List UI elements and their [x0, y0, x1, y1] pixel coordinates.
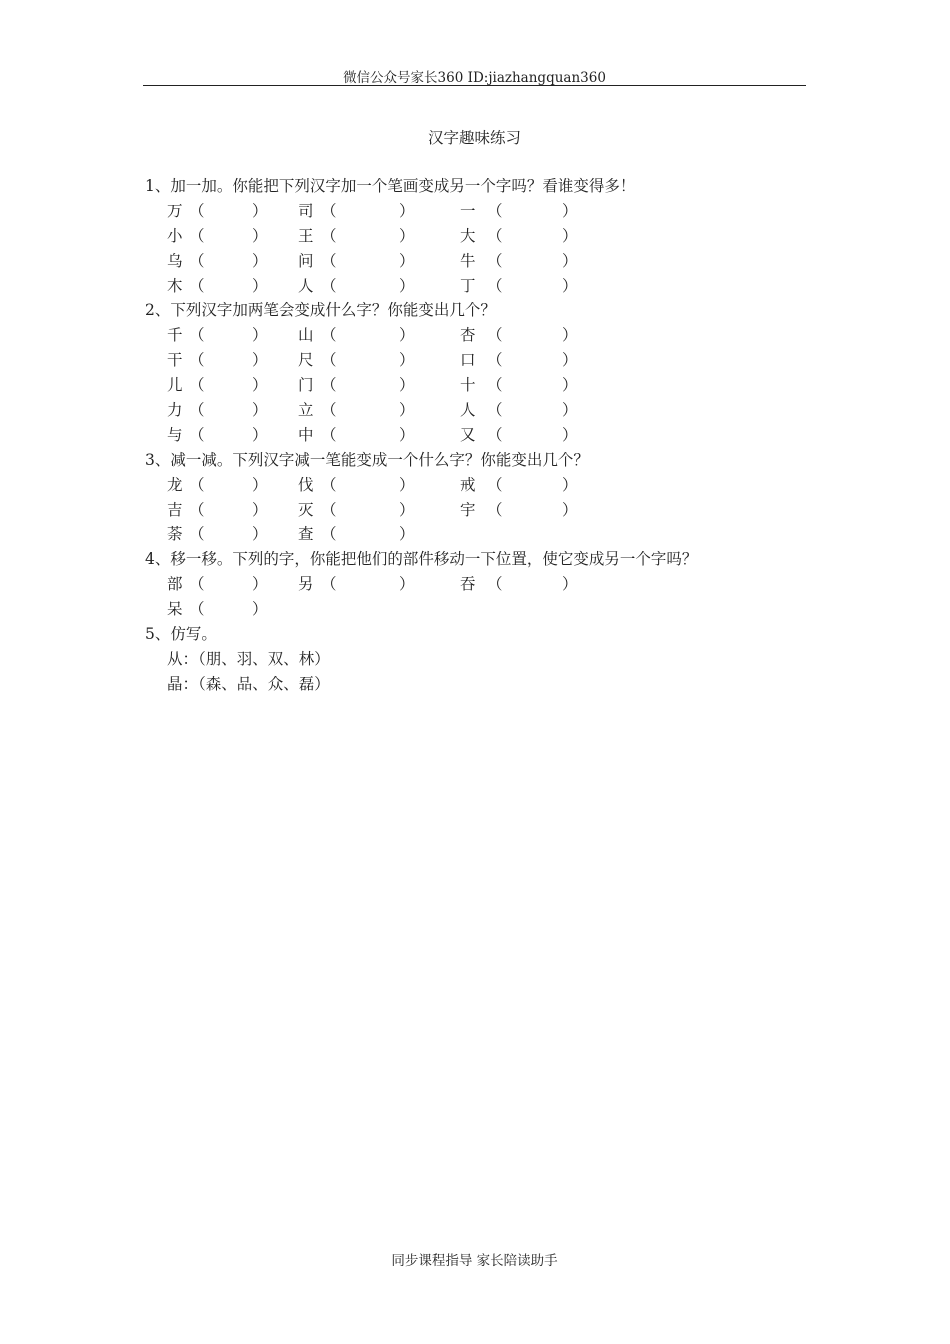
question-1: 1、加一加。你能把下列汉字加一个笔画变成另一个字吗？看谁变得多！: [145, 177, 636, 195]
answer-blank-close: ）: [252, 326, 268, 345]
answer-blank-open[interactable]: （: [321, 425, 337, 444]
exercise-character: 人: [298, 276, 314, 295]
exercise-character: 中: [298, 425, 314, 444]
exercise-character: 龙: [167, 475, 183, 494]
answer-blank-close: ）: [399, 226, 415, 245]
question-4: 4、移一移。下列的字，你能把他们的部件移动一下位置，使它变成另一个字吗？: [145, 550, 698, 569]
exercise-character: 乌: [167, 251, 183, 270]
answer-blank-open[interactable]: （: [189, 251, 205, 270]
exercise-row: [145, 398, 805, 423]
answer-blank-close: ）: [562, 201, 578, 220]
answer-blank-close: ）: [399, 326, 415, 345]
answer-blank-open[interactable]: （: [321, 326, 337, 345]
exercise-character: 口: [460, 351, 476, 370]
exercise-row: [145, 498, 805, 523]
exercise-character: 力: [167, 401, 183, 420]
exercise-character: 伐: [298, 475, 314, 494]
answer-blank-open[interactable]: （: [321, 276, 337, 295]
exercise-character: 与: [167, 425, 183, 444]
exercise-row: [145, 224, 805, 249]
answer-blank-close: ）: [252, 425, 268, 444]
exercise-character: 十: [460, 376, 476, 395]
answer-blank-open[interactable]: （: [189, 425, 205, 444]
answer-blank-close: ）: [399, 376, 415, 395]
answer-blank-close: ）: [252, 351, 268, 370]
answer-blank-close: ）: [252, 376, 268, 395]
question-5: 5、仿写。: [145, 625, 217, 644]
exercise-character: 门: [298, 376, 314, 395]
exercise-character: 千: [167, 326, 183, 345]
answer-blank-open[interactable]: （: [321, 201, 337, 220]
answer-blank-open[interactable]: （: [487, 351, 503, 370]
exercise-row: [145, 373, 805, 398]
answer-blank-open[interactable]: （: [487, 475, 503, 494]
answer-blank-open[interactable]: （: [321, 376, 337, 395]
exercise-character: 牛: [460, 251, 476, 270]
exercise-row: [145, 522, 805, 547]
answer-blank-open[interactable]: （: [321, 575, 337, 594]
answer-blank-close: ）: [562, 226, 578, 245]
answer-blank-close: ）: [562, 475, 578, 494]
worksheet-title: 汉字趣味练习: [427, 129, 521, 147]
exercise-character: 山: [298, 326, 314, 345]
exercise-character: 干: [167, 351, 183, 370]
answer-blank-open[interactable]: （: [487, 201, 503, 220]
answer-blank-open[interactable]: （: [189, 201, 205, 220]
exercise-row: [145, 473, 805, 498]
exercise-character: 灭: [298, 500, 314, 519]
answer-blank-open[interactable]: （: [189, 226, 205, 245]
answer-blank-open[interactable]: （: [321, 351, 337, 370]
exercise-character: 部: [167, 575, 183, 594]
answer-blank-close: ）: [562, 500, 578, 519]
answer-blank-open[interactable]: （: [487, 251, 503, 270]
answer-blank-open[interactable]: （: [321, 226, 337, 245]
answer-blank-open[interactable]: （: [487, 500, 503, 519]
exercise-row: [145, 249, 805, 274]
exercise-character: 司: [298, 201, 314, 220]
example-row: [145, 672, 805, 697]
answer-blank-close: ）: [252, 201, 268, 220]
exercise-character: 丁: [460, 276, 476, 295]
answer-blank-close: ）: [252, 226, 268, 245]
exercise-character: 又: [460, 425, 476, 444]
exercise-character: 立: [298, 401, 314, 420]
exercise-row: [145, 323, 805, 348]
question-2: 2、下列汉字加两笔会变成什么字？你能变出几个？: [145, 301, 496, 320]
answer-blank-open[interactable]: （: [321, 401, 337, 420]
answer-blank-close: ）: [252, 475, 268, 494]
answer-blank-close: ）: [399, 475, 415, 494]
answer-blank-open[interactable]: （: [487, 425, 503, 444]
answer-blank-close: ）: [562, 401, 578, 420]
answer-blank-open[interactable]: （: [321, 251, 337, 270]
answer-blank-close: ）: [562, 326, 578, 345]
exercise-character: 另: [298, 575, 314, 594]
answer-blank-close: ）: [399, 500, 415, 519]
exercise-character: 吞: [460, 575, 476, 594]
exercise-character: 问: [298, 251, 314, 270]
answer-blank-close: ）: [252, 276, 268, 295]
answer-blank-close: ）: [399, 251, 415, 270]
answer-blank-close: ）: [252, 575, 268, 594]
exercise-row: [145, 572, 805, 597]
answer-blank-close: ）: [562, 351, 578, 370]
answer-blank-close: ）: [399, 425, 415, 444]
answer-blank-close: ）: [562, 276, 578, 295]
answer-blank-open[interactable]: （: [189, 326, 205, 345]
exercise-row: [145, 348, 805, 373]
answer-blank-close: ）: [562, 376, 578, 395]
exercise-character: 一: [460, 201, 476, 220]
answer-blank-close: ）: [252, 500, 268, 519]
answer-blank-open[interactable]: （: [189, 525, 205, 544]
answer-blank-close: ）: [252, 600, 268, 619]
exercise-character: 儿: [167, 376, 183, 395]
answer-blank-open[interactable]: （: [189, 575, 205, 594]
exercise-character: 万: [167, 201, 183, 220]
answer-blank-close: ）: [562, 251, 578, 270]
page-header: 微信公众号家长360 ID:jiazhangquan360: [343, 70, 606, 86]
answer-blank-close: ）: [252, 251, 268, 270]
answer-blank-open[interactable]: （: [189, 351, 205, 370]
exercise-character: 大: [460, 226, 476, 245]
answer-blank-open[interactable]: （: [487, 401, 503, 420]
exercise-character: 尺: [298, 351, 314, 370]
header-rule: [143, 85, 806, 86]
answer-blank-open[interactable]: （: [487, 276, 503, 295]
exercise-character: 小: [167, 226, 183, 245]
answer-blank-close: ）: [399, 525, 415, 544]
question-3: 3、减一减。下列汉字减一笔能变成一个什么字？你能变出几个？: [145, 450, 589, 469]
example-row: [145, 647, 805, 672]
answer-blank-close: ）: [252, 525, 268, 544]
exercise-character: 木: [167, 276, 183, 295]
answer-blank-close: ）: [562, 425, 578, 444]
answer-blank-close: ）: [399, 201, 415, 220]
answer-blank-close: ）: [252, 401, 268, 420]
exercise-character: 杏: [460, 326, 476, 345]
exercise-row: [145, 199, 805, 224]
answer-blank-open[interactable]: （: [321, 500, 337, 519]
example-text: 晶：（森、品、众、磊）: [167, 674, 330, 693]
answer-blank-open[interactable]: （: [189, 276, 205, 295]
answer-blank-close: ）: [399, 401, 415, 420]
exercise-row: [145, 423, 805, 448]
answer-blank-open[interactable]: （: [487, 575, 503, 594]
answer-blank-open[interactable]: （: [189, 401, 205, 420]
example-text: 从：（朋、羽、双、林）: [167, 649, 330, 668]
answer-blank-close: ）: [399, 276, 415, 295]
answer-blank-open[interactable]: （: [189, 600, 205, 619]
answer-blank-close: ）: [562, 575, 578, 594]
answer-blank-open[interactable]: （: [321, 475, 337, 494]
exercise-character: 吉: [167, 500, 183, 519]
exercise-character: 荼: [167, 525, 183, 544]
answer-blank-open[interactable]: （: [189, 475, 205, 494]
answer-blank-open[interactable]: （: [321, 525, 337, 544]
page-footer: 同步课程指导 家长陪读助手: [391, 1253, 558, 1269]
answer-blank-close: ）: [399, 351, 415, 370]
answer-blank-open[interactable]: （: [189, 500, 205, 519]
answer-blank-open[interactable]: （: [487, 226, 503, 245]
exercise-character: 宇: [460, 500, 476, 519]
answer-blank-open[interactable]: （: [487, 326, 503, 345]
exercise-row: [145, 597, 805, 622]
worksheet-body: [145, 174, 805, 697]
exercise-character: 呆: [167, 600, 183, 619]
exercise-character: 人: [460, 401, 476, 420]
answer-blank-open[interactable]: （: [487, 376, 503, 395]
answer-blank-close: ）: [399, 575, 415, 594]
answer-blank-open[interactable]: （: [189, 376, 205, 395]
exercise-character: 戒: [460, 475, 476, 494]
exercise-row: [145, 274, 805, 299]
exercise-character: 查: [298, 525, 314, 544]
exercise-character: 王: [298, 226, 314, 245]
